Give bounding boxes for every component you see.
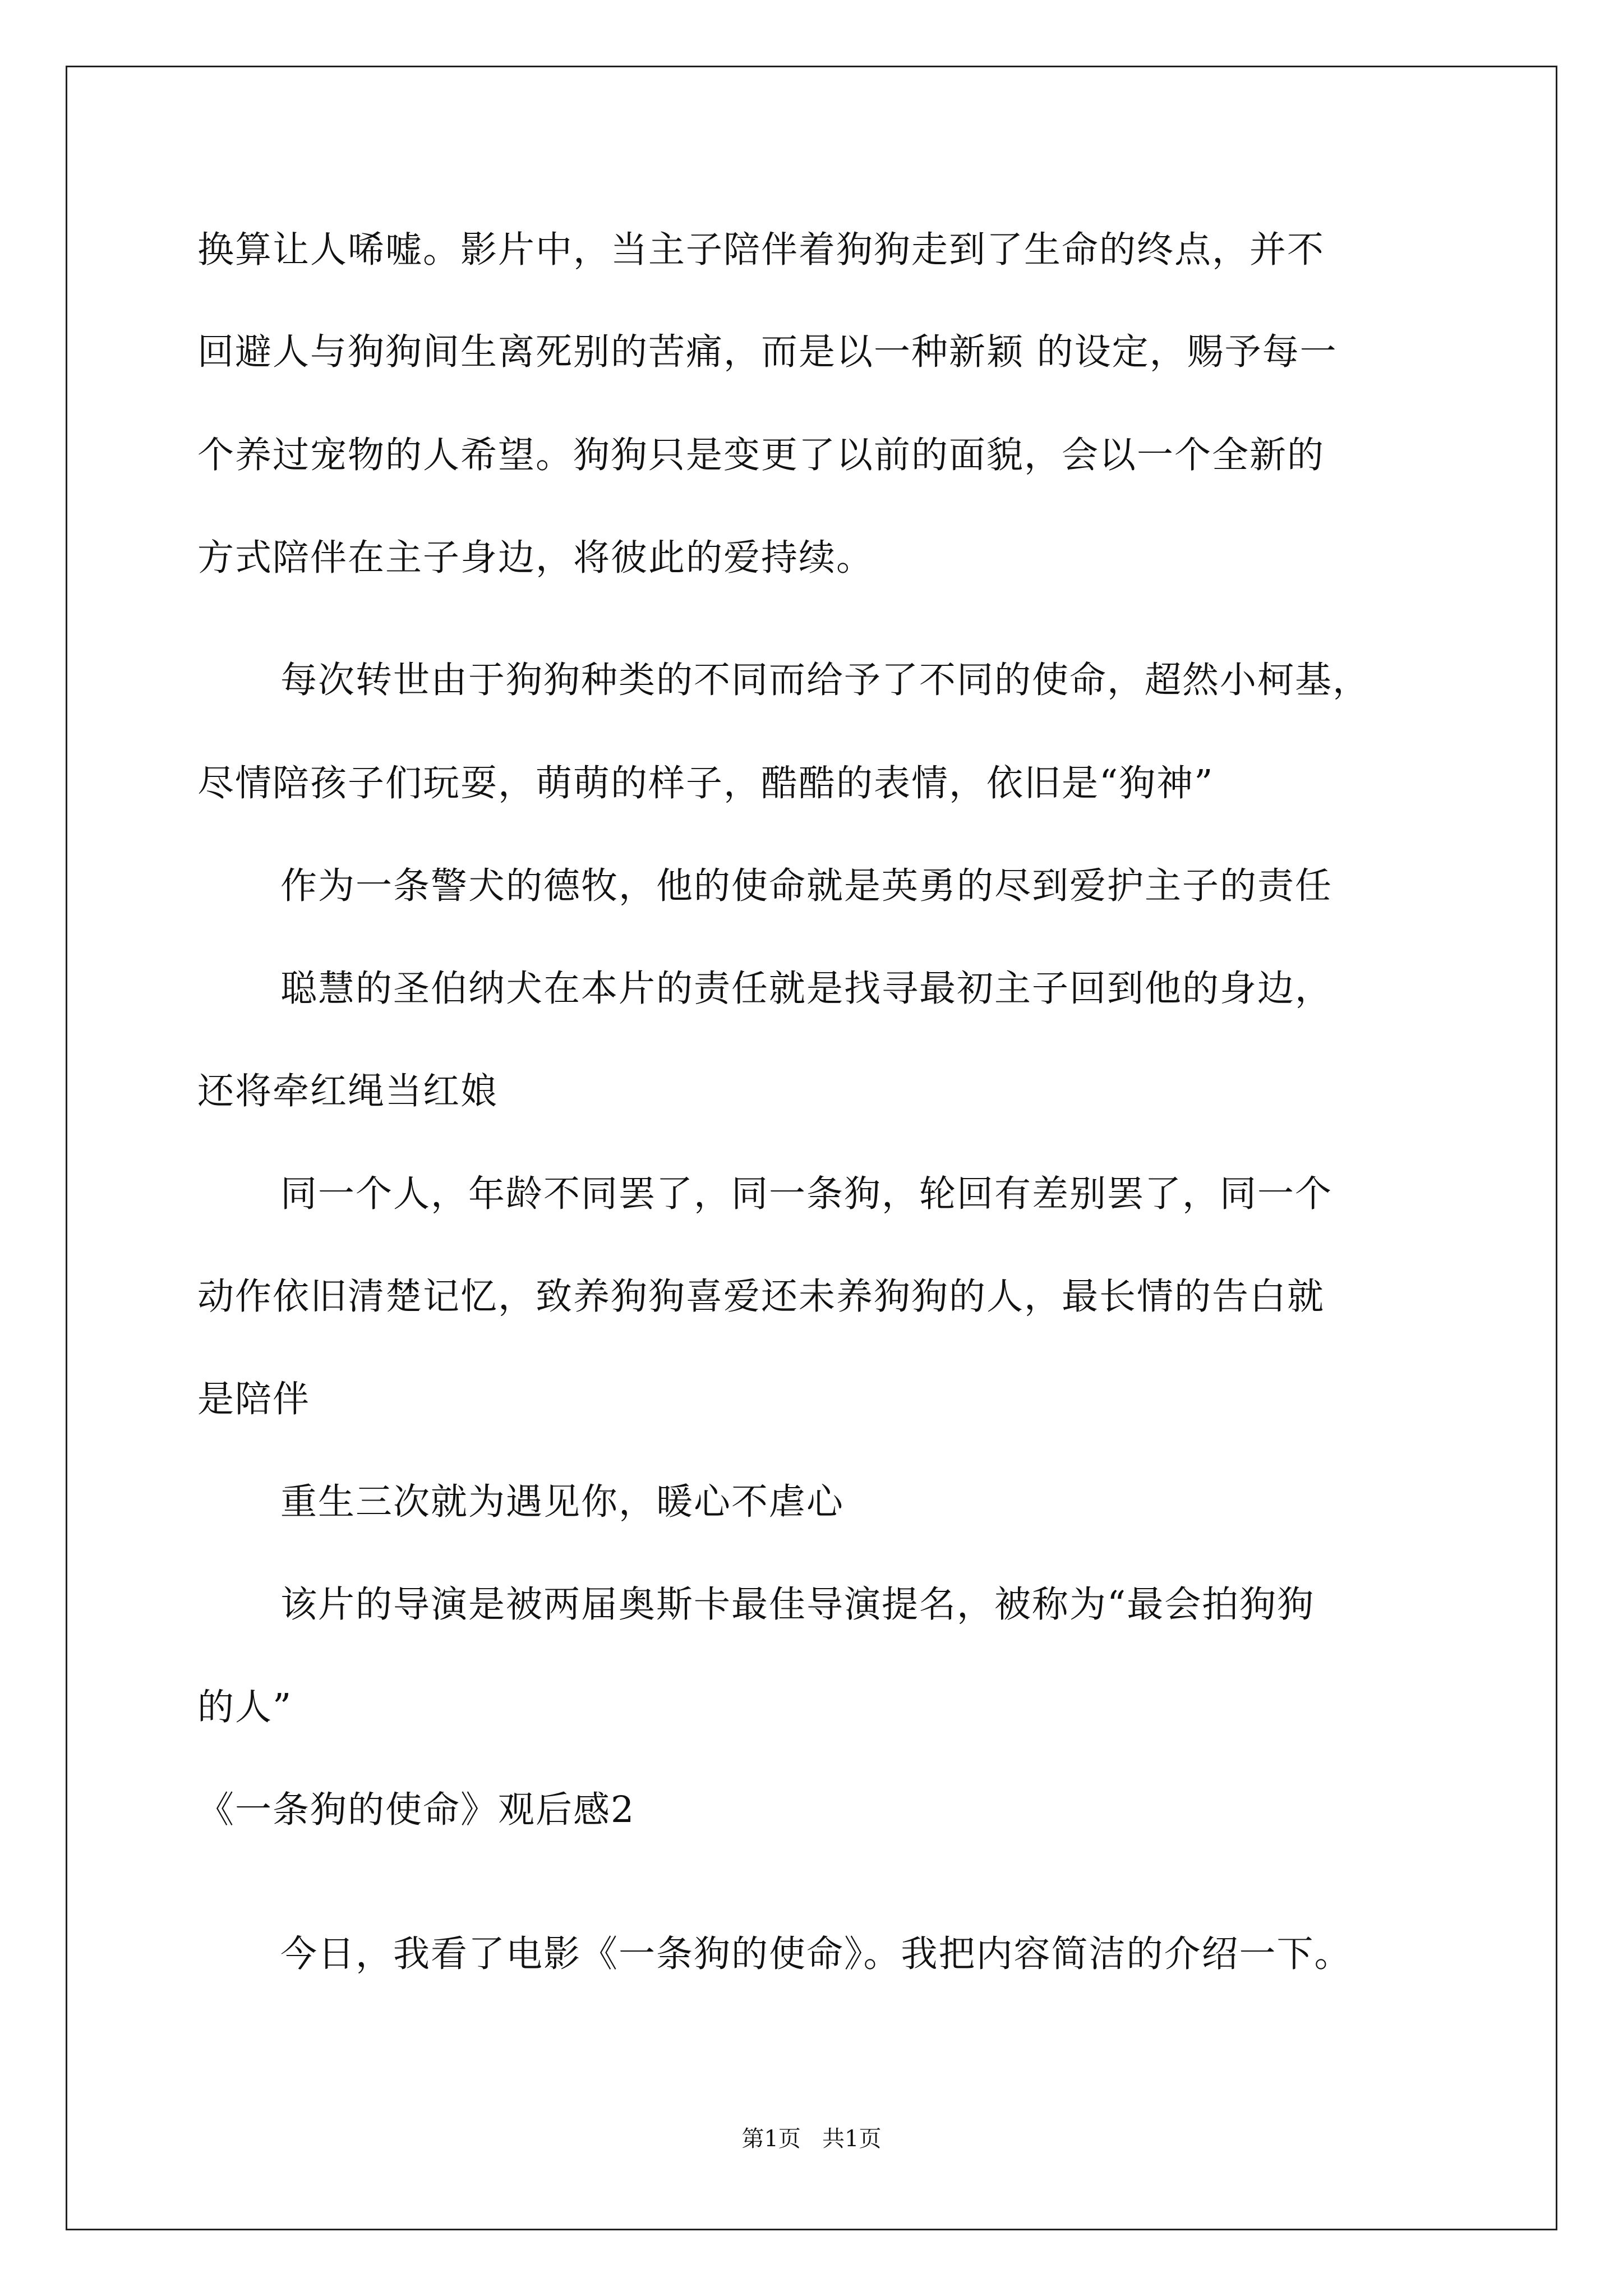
text-line-12: 是陪伴	[197, 1378, 311, 1420]
text-line-1: 换算让人唏嘘。影片中，当主子陪伴着狗狗走到了生命的终点，并不	[197, 229, 1325, 271]
text-line-3: 个养过宠物的人希望。狗狗只是变更了以前的面貌，会以一个全新的	[197, 434, 1325, 476]
paragraph-line-14: 该片的导演是被两届奥斯卡最佳导演提名，被称为“最会拍狗狗	[280, 1584, 1315, 1626]
paragraph-line-5: 每次转世由于狗狗种类的不同而给予了不同的使命，超然小柯基，	[280, 659, 1371, 701]
page-border	[66, 66, 1557, 2230]
paragraph-line-13: 重生三次就为遇见你，暖心不虐心	[280, 1481, 845, 1523]
text-line-15: 的人”	[197, 1686, 293, 1728]
text-line-11: 动作依旧清楚记忆，致养狗狗喜爱还未养狗狗的人，最长情的告白就	[197, 1276, 1325, 1318]
text-line-9: 还将牵红绳当红娘	[197, 1070, 499, 1112]
paragraph-line-7: 作为一条警犬的德牧，他的使命就是英勇的尽到爱护主子的责任	[280, 865, 1333, 907]
text-line-6: 尽情陪孩子们玩耍，萌萌的样子，酷酷的表情，依旧是“狗神”	[197, 762, 1214, 804]
text-line-4: 方式陪伴在主子身边，将彼此的爱持续。	[197, 537, 874, 579]
paragraph-line-8: 聪慧的圣伯纳犬在本片的责任就是找寻最初主子回到他的身边，	[280, 968, 1333, 1010]
paragraph-line-17: 今日，我看了电影《一条狗的使命》。我把内容简洁的介绍一下。	[280, 1933, 1352, 1975]
paragraph-line-10: 同一个人，年龄不同罢了，同一条狗，轮回有差别罢了，同一个	[280, 1173, 1333, 1215]
section-heading: 《一条狗的使命》观后感2	[197, 1789, 635, 1831]
text-line-2: 回避人与狗狗间生离死别的苦痛，而是以一种新颖 的设定，赐予每一	[197, 331, 1338, 373]
page-footer: 第1页 共1页	[741, 2126, 882, 2152]
